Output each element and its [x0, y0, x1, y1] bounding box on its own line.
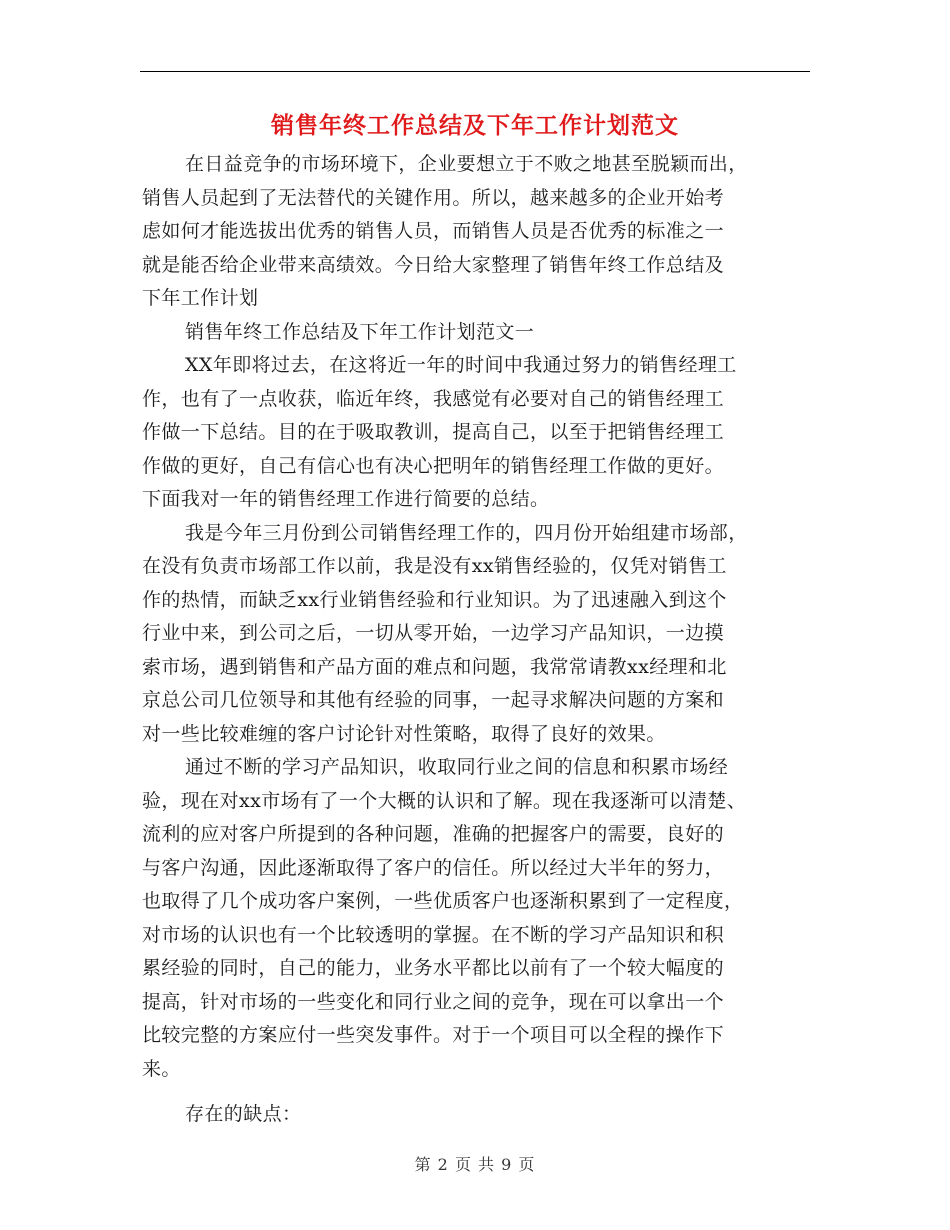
document-title: 销售年终工作总结及下年工作计划范文 [271, 113, 679, 139]
body-line: 验，现在对xx市场有了一个大概的认识和了解。现在我逐渐可以清楚、 [142, 789, 747, 812]
body-line: 作，也有了一点收获，临近年终，我感觉有必要对自己的销售经理工 [142, 387, 725, 410]
body-line: 通过不断的学习产品知识，收取同行业之间的信息和积累市场经 [185, 756, 729, 778]
body-line: 与客户沟通，因此逐渐取得了客户的信任。所以经过大半年的努力， [142, 856, 725, 879]
body-line: 销售年终工作总结及下年工作计划范文一 [185, 320, 535, 343]
body-line: 下面我对一年的销售经理工作进行简要的总结。 [142, 488, 550, 510]
body-line: 在日益竞争的市场环境下，企业要想立于不败之地甚至脱颖而出， [185, 153, 748, 175]
body-line: 对一些比较难缠的客户讨论针对性策略，取得了良好的效果。 [142, 722, 666, 745]
body-line: 虑如何才能选拔出优秀的销售人员，而销售人员是否优秀的标准之一 [142, 220, 725, 242]
body-line: 存在的缺点： [185, 1103, 302, 1125]
body-line: 累经验的同时，自己的能力，业务水平都比以前有了一个较大幅度的 [142, 957, 725, 979]
body-line: 也取得了几个成功客户案例，一些优质客户也逐渐积累到了一定程度， [142, 890, 744, 912]
body-line: 作做的更好，自己有信心也有决心把明年的销售经理工作做的更好。 [142, 454, 725, 477]
body-line: 行业中来，到公司之后，一切从零开始，一边学习产品知识，一边摸 [142, 622, 725, 644]
body-line: 我是今年三月份到公司销售经理工作的，四月份开始组建市场部， [185, 521, 748, 544]
body-line: 作做一下总结。目的在于吸取教训，提高自己，以至于把销售经理工 [142, 421, 725, 443]
body-line: 索市场，遇到销售和产品方面的难点和问题，我常常请教xx经理和北 [142, 655, 727, 678]
body-line: 提高，针对市场的一些变化和同行业之间的竞争，现在可以拿出一个 [142, 990, 725, 1013]
header-rule [140, 71, 810, 72]
body-line: 京总公司几位领导和其他有经验的同事，一起寻求解决问题的方案和 [142, 689, 725, 711]
page-number-footer: 第 2 页 共 9 页 [414, 1155, 536, 1174]
body-line: 比较完整的方案应付一些突发事件。对于一个项目可以全程的操作下 [142, 1024, 725, 1046]
body-line: XX年即将过去，在这将近一年的时间中我通过努力的销售经理工 [185, 354, 737, 376]
body-line: 在没有负责市场部工作以前，我是没有xx销售经验的，仅凭对销售工 [142, 555, 727, 577]
body-line: 流利的应对客户所提到的各种问题，准确的把握客户的需要，良好的 [142, 823, 725, 845]
body-line: 就是能否给企业带来高绩效。今日给大家整理了销售年终工作总结及 [142, 253, 725, 276]
body-line: 销售人员起到了无法替代的关键作用。所以，越来越多的企业开始考 [142, 186, 725, 209]
body-line: 下年工作计划 [142, 287, 259, 309]
body-line: 来。 [142, 1057, 181, 1080]
body-line: 作的热情，而缺乏xx行业销售经验和行业知识。为了迅速融入到这个 [142, 588, 727, 611]
body-line: 对市场的认识也有一个比较透明的掌握。在不断的学习产品知识和积 [142, 923, 725, 946]
document-body [142, 148, 810, 1132]
